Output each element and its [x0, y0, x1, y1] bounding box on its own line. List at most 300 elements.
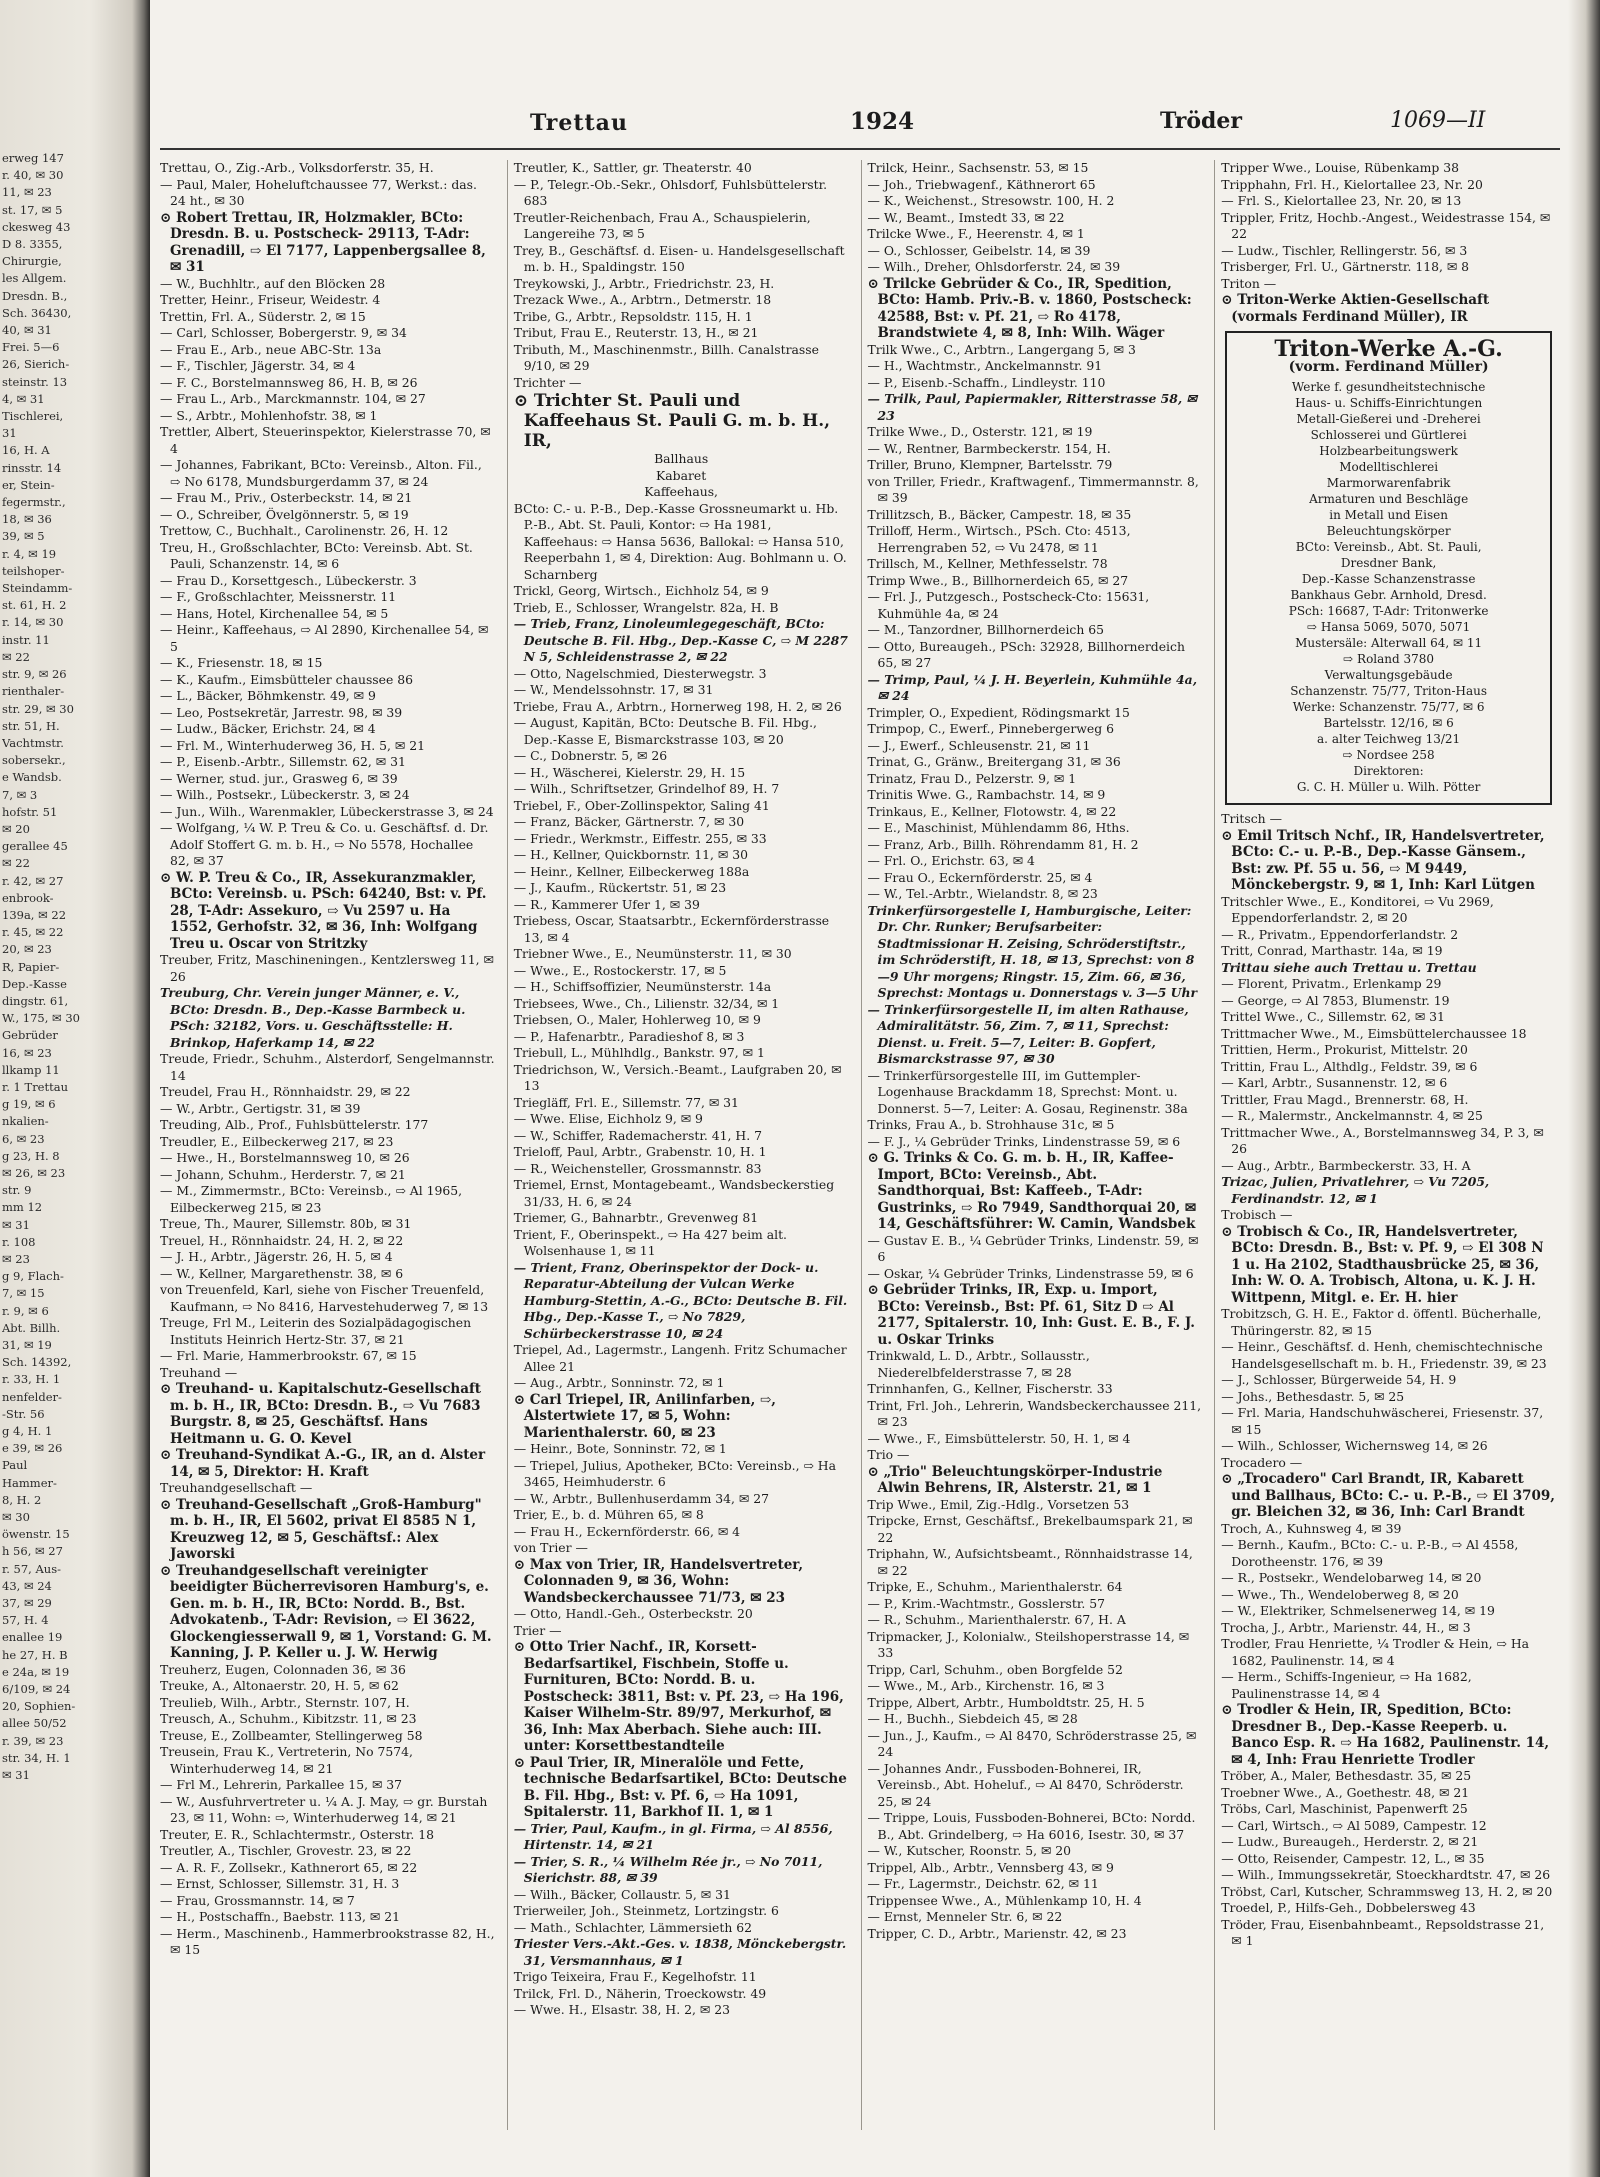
directory-entry: — Gustav E. B., ¼ Gebrüder Trinks, Lindenstr. 59, ✉ 6	[867, 1232, 1199, 1264]
directory-entry: Trittau siehe auch Trettau u. Trettau	[1221, 959, 1477, 975]
spine-line: e 39, ✉ 26	[2, 1441, 63, 1456]
triton-werke-advertisement	[1225, 331, 1552, 805]
spine-line: nenfelder-	[2, 1389, 62, 1404]
ad-line: Schanzenstr. 75/77, Triton-Haus	[1290, 684, 1488, 698]
directory-entry: — J., Ewerf., Schleusenstr. 21, ✉ 11	[867, 737, 1091, 753]
directory-entry: — W., Mendelssohnstr. 17, ✉ 31	[513, 682, 714, 697]
ad-line: Werke f. gesundheitstechnische	[1291, 380, 1486, 394]
directory-entry: — Herm., Schiffs-Ingenieur, ⇨ Ha 1682, Paulinenstrasse 14, ✉ 4	[1221, 1669, 1472, 1701]
directory-entry: Trittmacher Wwe., M., Eimsbüttelerchaussee 18	[1221, 1025, 1527, 1041]
directory-columns	[160, 160, 1560, 2130]
left-page-text-fragments	[2, 150, 142, 1784]
directory-entry: Trodler, Frau Henriette, ¼ Trodler & Hein, ⇨ Ha 1682, Paulinenstr. 14, ✉ 4	[1221, 1636, 1530, 1668]
directory-entry: von Triller, Friedr., Kraftwagenf., Timmermannstr. 8, ✉ 39	[867, 473, 1199, 505]
directory-entry: — Johann, Schuhm., Herderstr. 7, ✉ 21	[160, 1166, 406, 1182]
directory-entry: — Fr., Lagermstr., Deichstr. 62, ✉ 11	[867, 1876, 1099, 1891]
directory-entry: — Wilh., Schlosser, Wichernsweg 14, ✉ 26	[1221, 1438, 1488, 1453]
company-entry: ⊙ „Trio" Beleuchtungskörper-Industrie Alwin Behrens, IR, Alsterstr. 21, ✉ 1	[867, 1463, 1163, 1496]
directory-entry: Troch, A., Kuhnsweg 4, ✉ 39	[1221, 1520, 1402, 1536]
directory-entry: Treutler, A., Tischler, Grovestr. 23, ✉ 22	[160, 1843, 412, 1858]
directory-entry: — R., Schuhm., Marienthalerstr. 67, H. A	[867, 1612, 1126, 1627]
spine-line: Vachtmstr.	[2, 735, 64, 750]
ad-line: Armaturen und Beschläge	[1309, 492, 1469, 506]
spine-line: str. 51, H.	[2, 718, 60, 733]
spine-line: Paul	[2, 1458, 28, 1473]
directory-entry: — Trier, Paul, Kaufm., in gl. Firma, ⇨ Al 8556, Hirtenstr. 14, ✉ 21	[513, 1820, 833, 1852]
directory-entry: — R., Malermstr., Anckelmannstr. 4, ✉ 25	[1221, 1108, 1483, 1123]
spine-line: g 23, H. 8	[2, 1148, 60, 1163]
spine-line: gerallee 45	[2, 839, 68, 854]
directory-entry: Triebull, L., Mühlhdlg., Bankstr. 97, ✉ 1	[513, 1045, 765, 1060]
directory-entry: — Johs., Bethesdastr. 5, ✉ 25	[1221, 1388, 1405, 1404]
directory-entry: Trittmacher Wwe., A., Borstelmannsweg 34, P. 3, ✉ 26	[1221, 1124, 1544, 1156]
directory-entry: Tripper Wwe., Louise, Rübenkamp 38	[1221, 160, 1459, 175]
directory-entry: — Florent, Privatm., Erlenkamp 29	[1221, 976, 1442, 991]
directory-entry: — F. C., Borstelmannsweg 86, H. B, ✉ 26	[160, 374, 418, 390]
directory-entry: Trettow, C., Buchhalt., Carolinenstr. 26, H. 12	[160, 523, 449, 538]
spine-line: e 24a, ✉ 19	[2, 1664, 70, 1679]
directory-entry: — H., Kellner, Quickbornstr. 11, ✉ 30	[513, 847, 748, 862]
spine-line: Abt. Billh.	[2, 1320, 61, 1335]
directory-entry: Troebner Wwe., A., Goethestr. 48, ✉ 21	[1221, 1784, 1470, 1800]
spine-line: 16, H. A	[2, 443, 50, 458]
directory-entry: Treudler, E., Eilbeckerweg 217, ✉ 23	[160, 1133, 394, 1149]
spine-line: r. 1 Trettau	[2, 1079, 68, 1094]
company-entry: ⊙ Otto Trier Nachf., IR, Korsett-Bedarfsartikel, Fischbein, Stoffe u. Furnituren, BCto: Nordd. B. u. Postscheck: 3811, Bst: v. Pf. 23, ⇨ Ha 196, Kaiser Wilhelm-Str. 89/97, Merkurhof, ✉ 36, Inh: Max Aberbach. Siehe auch: III. unter: Korsettbestandteile	[513, 1639, 844, 1754]
directory-entry: Triemer, G., Bahnarbtr., Grevenweg 81	[513, 1210, 759, 1225]
directory-entry: — Wwe. H., Elsastr. 38, H. 2, ✉ 23	[513, 2002, 730, 2017]
ad-line: Haus- u. Schiffs-Einrichtungen	[1295, 396, 1483, 410]
directory-entry: Tritt, Conrad, Marthastr. 14a, ✉ 19	[1221, 943, 1443, 958]
directory-entry: — Frl. Maria, Handschuhwäscherei, Friesenstr. 37, ✉ 15	[1221, 1405, 1544, 1437]
directory-entry: — Carl, Wirtsch., ⇨ Al 5089, Campestr. 12	[1221, 1817, 1487, 1833]
directory-entry: — Werner, stud. jur., Grasweg 6, ✉ 39	[160, 770, 398, 786]
directory-entry: — R., Weichensteller, Grossmannstr. 83	[513, 1160, 762, 1176]
ad-line: Direktoren:	[1353, 764, 1424, 778]
directory-entry: Tröder, Frau, Eisenbahnbeamt., Repsoldstrasse 21, ✉ 1	[1221, 1916, 1545, 1948]
directory-entry: Tretter, Heinr., Friseur, Weidestr. 4	[160, 292, 381, 307]
ad-line: Verwaltungsgebäude	[1324, 668, 1453, 682]
directory-entry: — C., Dobnerstr. 5, ✉ 26	[513, 748, 668, 763]
page-number: 1069—II	[1390, 108, 1486, 133]
directory-entry: Treu, H., Großschlachter, BCto: Vereinsb. Abt. St. Pauli, Schanzenstr. 14, ✉ 6	[160, 539, 473, 571]
directory-entry: — Triepel, Julius, Apotheker, BCto: Vereinsb., ⇨ Ha 3465, Heimhuderstr. 6	[513, 1457, 836, 1489]
spine-line: hofstr. 51	[2, 804, 58, 819]
directory-entry: — Oskar, ¼ Gebrüder Trinks, Lindenstrasse 59, ✉ 6	[867, 1265, 1194, 1281]
directory-entry: von Treuenfeld, Karl, siehe von Fischer Treuenfeld, Kaufmann, ⇨ No 8416, Harvestehuderweg 7, ✉ 13	[160, 1282, 489, 1314]
spine-line: he 27, H. B	[2, 1647, 68, 1662]
spine-line: g 9, Flach-	[2, 1269, 64, 1284]
spine-line: 26, Sierich-	[2, 357, 70, 372]
directory-entry: Treuding, Alb., Prof., Fuhlsbüttelerstr. 177	[160, 1117, 429, 1132]
directory-entry: Trobisch —	[1221, 1207, 1293, 1222]
directory-entry: Trier —	[513, 1622, 562, 1638]
directory-entry: Tröbs, Carl, Maschinist, Papenwerft 25	[1221, 1801, 1468, 1816]
directory-entry: Tritschler Wwe., E., Konditorei, ⇨ Vu 2969, Eppendorferlandstr. 2, ✉ 20	[1221, 893, 1494, 925]
spine-line: Tischlerei,	[2, 409, 64, 424]
page-edge-shadow	[1568, 0, 1600, 2177]
directory-entry: — Wolfgang, ¼ W. P. Treu & Co. u. Geschäftsf. d. Dr. Adolf Stoffert G. m. b. H., ⇨ No 5578, Hochallee 82, ✉ 37	[160, 820, 489, 868]
directory-entry: Triepel, Ad., Lagermstr., Langenh. Fritz Schumacher Allee 21	[513, 1342, 847, 1374]
ad-line: ⇨ Nordsee 258	[1342, 748, 1435, 762]
directory-entry: Trippel, Alb., Arbtr., Vennsberg 43, ✉ 9	[867, 1859, 1114, 1875]
directory-entry: — A. R. F., Zollsekr., Kathnerort 65, ✉ 22	[160, 1859, 418, 1875]
directory-entry: — Frl. O., Erichstr. 63, ✉ 4	[867, 853, 1035, 868]
directory-entry: — Math., Schlachter, Lämmersieth 62	[513, 1919, 753, 1935]
directory-entry: — W., Rentner, Barmbeckerstr. 154, H.	[867, 440, 1111, 456]
directory-entry: Trieb, E., Schlosser, Wrangelstr. 82a, H. B	[513, 599, 779, 615]
directory-entry: — J. H., Arbtr., Jägerstr. 26, H. 5, ✉ 4	[160, 1249, 393, 1264]
spine-line: r. 9, ✉ 6	[2, 1303, 49, 1318]
spine-line: st. 61, H. 2	[2, 598, 67, 613]
directory-entry: Triester Vers.-Akt.-Ges. v. 1838, Mönckebergstr. 31, Versmannhaus, ✉ 1	[513, 1936, 847, 1968]
company-entry: ⊙ Gebrüder Trinks, IR, Exp. u. Import, BCto: Vereinsb., Bst: Pf. 61, Sitz D ⇨ Al 2177, Spitalerstr. 10, Inh: Gust. E. B., F. J. u. Oskar Trinks	[867, 1282, 1195, 1348]
spine-line: -Str. 56	[2, 1406, 45, 1421]
company-entry: ⊙ Trodler & Hein, IR, Spedition, BCto: Dresdner B., Dep.-Kasse Reeperb. u. Banco Esp. R. ⇨ Ha 1682, Paulinenstr. 14, ✉ 4, Inh: Frau Henriette Trodler	[1221, 1702, 1550, 1768]
spine-line: 20, Sophien-	[2, 1699, 76, 1714]
directory-entry: Trilck, Heinr., Sachsenstr. 53, ✉ 15	[867, 160, 1089, 175]
spine-line: Frei. 5—6	[2, 340, 60, 355]
directory-entry: — Frl. M., Winterhuderweg 36, H. 5, ✉ 21	[160, 737, 426, 753]
spine-line: sobersekr.,	[2, 753, 66, 768]
directory-entry: — Wwe., Th., Wendeloberweg 8, ✉ 20	[1221, 1586, 1459, 1602]
directory-entry: — Heinr., Kellner, Eilbeckerweg 188a	[513, 863, 750, 879]
directory-entry: — Frau, Grossmannstr. 14, ✉ 7	[160, 1892, 355, 1908]
spine-line: 139a, ✉ 22	[2, 907, 67, 922]
spine-line: 20, ✉ 23	[2, 942, 52, 957]
company-entry: ⊙ Emil Tritsch Nchf., IR, Handelsvertreter, BCto: C.- u. P.-B., Dep.-Kasse Gänsem., Bst: zw. Pf. 55 u. 56, ⇨ M 9449, Mönckebergstr. 9, ✉ 1, Inh: Karl Lütgen	[1221, 827, 1545, 893]
spine-line: str. 34, H. 1	[2, 1750, 71, 1765]
ad-line: a. alter Teichweg 13/21	[1317, 732, 1461, 746]
company-entry: ⊙ W. P. Treu & Co., IR, Assekuranzmakler, BCto: Vereinsb. u. PSch: 64240, Bst: v. Pf. 28, T-Adr: Assekuro, ⇨ Vu 2597 u. Ha 1552, Gerhofstr. 32, ✉ 36, Inh: Wolfgang Treu u. Oscar von Stritzky	[160, 869, 487, 952]
ad-line: ⇨ Roland 3780	[1343, 652, 1435, 666]
directory-entry: — Wilh., Dreher, Ohlsdorferstr. 24, ✉ 39	[867, 259, 1121, 274]
directory-entry: — Otto, Handl.-Geh., Osterbeckstr. 20	[513, 1606, 753, 1621]
directory-entry: Treuge, Frl M., Leiterin des Sozialpädagogischen Instituts Heinrich Hertz-Str. 37, ✉ 21	[160, 1315, 472, 1347]
directory-entry: Triller, Bruno, Klempner, Bartelsstr. 79	[867, 457, 1113, 472]
directory-entry: — Heinr., Geschäftsf. d. Henh, chemischtechnische Handelsgesellschaft m. b. H., Friedenstr. 39, ✉ 23	[1221, 1339, 1547, 1371]
directory-entry: — Johannes, Fabrikant, BCto: Vereinsb., Alton. Fil., ⇨ No 6178, Mundsburgerdamm 37, ✉ 24	[160, 457, 482, 489]
directory-entry: Trinks, Frau A., b. Strohhause 31c, ✉ 5	[867, 1117, 1115, 1132]
spine-line: enbrook-	[2, 890, 54, 905]
company-entry: ⊙ Triton-Werke Aktien-Gesellschaft (vormals Ferdinand Müller), IR	[1221, 292, 1490, 325]
directory-entry: — Jun., Wilh., Warenmakler, Lübeckerstrasse 3, ✉ 24	[160, 803, 494, 819]
directory-entry: — F., Großschlachter, Meissnerstr. 11	[160, 589, 397, 604]
spine-line: ckesweg 43	[2, 219, 71, 234]
spine-line: er, Stein-	[2, 477, 55, 492]
directory-entry: — W., Arbtr., Bullenhuserdamm 34, ✉ 27	[513, 1490, 770, 1506]
directory-entry: — Trinkerfürsorgestelle III, im Guttempler-Logenhause Brackdamm 18, Sprechst: Mont. u. Donnerst. 5—7, Leiter: A. Gosau, Reginenstr. 38a	[867, 1067, 1188, 1116]
directory-entry: Trierweiler, Joh., Steinmetz, Lortzingstr. 6	[513, 1903, 779, 1918]
company-entry: ⊙ Robert Trettau, IR, Holzmakler, BCto: Dresdn. B. u. Postscheck- 29113, T-Adr: Grenadill, ⇨ El 7177, Lappenbergsallee 8, ✉ 31	[160, 209, 486, 275]
column-2	[507, 160, 853, 2130]
directory-entry: Treuter, E. R., Schlachtermstr., Osterstr. 18	[160, 1826, 434, 1842]
spine-line: 7, ✉ 15	[2, 1286, 45, 1301]
directory-entry: Troedel, P., Hilfs-Geh., Dobbelersweg 43	[1221, 1900, 1476, 1915]
spine-line: g 19, ✉ 6	[2, 1097, 56, 1112]
spine-line: steinstr. 13	[2, 374, 68, 389]
directory-entry: — Frl. S., Kielortallee 23, Nr. 20, ✉ 13	[1221, 193, 1462, 208]
directory-entry: Trilcke Wwe., F., Heerenstr. 4, ✉ 1	[867, 226, 1085, 241]
spine-line: 6/109, ✉ 24	[2, 1682, 71, 1697]
spine-line: r. 4, ✉ 19	[2, 546, 57, 561]
spine-line: 6, ✉ 23	[2, 1131, 45, 1146]
directory-entry: — Friedr., Werkmstr., Eiffestr. 255, ✉ 33	[513, 830, 767, 846]
directory-entry: — Heinr., Bote, Sonninstr. 72, ✉ 1	[513, 1441, 727, 1456]
directory-entry: Tributh, M., Maschinenmstr., Billh. Canalstrasse 9/10, ✉ 29	[513, 341, 819, 373]
directory-entry: — Frau L., Arb., Marckmannstr. 104, ✉ 27	[160, 391, 426, 406]
directory-entry: Triebsees, Wwe., Ch., Lilienstr. 32/34, ✉ 1	[513, 995, 780, 1011]
directory-entry: Trinkerfürsorgestelle I, Hamburgische, Leiter: Dr. Chr. Runker; Berufsarbeiter: Stadtmissionar H. Zeising, Schröderstiftstr., im Schröderstift, H. 18, ✉ 13, Sprechst: von 8—9 Uhr morgens; Ringstr. 15, Zim. 66, ✉ 36, Sprechst: Montags u. Donnerstags v. 3—5 Uhr	[867, 902, 1197, 1000]
directory-entry: — Ludw., Bureaugeh., Herderstr. 2, ✉ 21	[1221, 1834, 1479, 1849]
column-1	[160, 160, 499, 2130]
company-entry: ⊙ Treuhand-Syndikat A.-G., IR, an d. Alster 14, ✉ 5, Direktor: H. Kraft	[160, 1447, 486, 1480]
directory-entry: — Aug., Arbtr., Sonninstr. 72, ✉ 1	[513, 1375, 725, 1390]
directory-entry: Treudel, Frau H., Rönnhaidstr. 29, ✉ 22	[160, 1084, 411, 1099]
spine-line: r. 42, ✉ 27	[2, 873, 64, 888]
directory-entry: Trichter —	[513, 374, 582, 390]
directory-entry: — J., Kaufm., Rückertstr. 51, ✉ 23	[513, 880, 727, 895]
directory-entry: — Wilh., Bäcker, Collaustr. 5, ✉ 31	[513, 1886, 731, 1902]
directory-entry: — Trimp, Paul, ¼ J. H. Beyerlein, Kuhmühle 4a, ✉ 24	[867, 671, 1198, 703]
ad-line: Holzbearbeitungswerk	[1319, 444, 1458, 458]
directory-entry: Treusein, Frau K., Vertreterin, No 7574, Winterhuderweg 14, ✉ 21	[160, 1744, 413, 1776]
directory-entry: Trinkwald, L. D., Arbtr., Sollausstr., Niederelbfelderstrasse 7, ✉ 28	[867, 1348, 1090, 1380]
directory-entry: — M., Zimmermstr., BCto: Vereinsb., ⇨ Al 1965, Eilbeckerweg 215, ✉ 23	[160, 1183, 463, 1215]
header-left-word: Trettau	[530, 110, 628, 136]
ad-line: Werke: Schanzenstr. 75/77, ✉ 6	[1292, 700, 1485, 714]
spine-line: teilshoper-	[2, 563, 65, 578]
directory-entry: Trittler, Frau Magd., Brennerstr. 68, H.	[1221, 1091, 1469, 1107]
directory-entry: — Franz, Bäcker, Gärtnerstr. 7, ✉ 30	[513, 814, 745, 829]
directory-entry: Triebel, F., Ober-Zollinspektor, Saling 41	[513, 797, 770, 813]
directory-entry: — Frl. J., Putzgesch., Postscheck-Cto: 15631, Kuhmühle 4a, ✉ 24	[867, 589, 1150, 621]
directory-entry: Triebess, Oscar, Staatsarbtr., Eckernförderstrasse 13, ✉ 4	[513, 913, 830, 945]
spine-line: r. 108	[2, 1234, 36, 1249]
directory-entry: — M., Tanzordner, Billhornerdeich 65	[867, 622, 1105, 637]
directory-entry: — Wwe., E., Rostockerstr. 17, ✉ 5	[513, 962, 727, 978]
directory-entry: — Wilh., Immungssekretär, Stoeckhardtstr. 47, ✉ 26	[1221, 1867, 1551, 1882]
spine-line: 7, ✉ 3	[2, 787, 38, 802]
company-entry: ⊙ G. Trinks & Co. G. m. b. H., IR, Kaffee-Import, BCto: Vereinsb., Abt. Sandthorquai, Bst: Kaffeeb., T-Adr: Gustrinks, ⇨ Ro 7949, Sandthorquai 20, ✉ 14, Geschäftsführer: W. Camin, Wandsbek	[867, 1150, 1197, 1232]
directory-entry: Trittin, Frau L., Althdlg., Feldstr. 39, ✉ 6	[1221, 1058, 1478, 1074]
spine-line: Sch. 36430,	[2, 305, 72, 320]
page-header	[160, 98, 1560, 150]
spine-line: 11, ✉ 23	[2, 185, 52, 200]
ad-line: Schlosserei und Gürtlerei	[1310, 428, 1467, 442]
spine-line: enallee 19	[2, 1630, 63, 1645]
directory-entry: — Bernh., Kaufm., BCto: C.- u. P.-B., ⇨ Al 4558, Dorotheenstr. 176, ✉ 39	[1221, 1537, 1519, 1569]
directory-entry: — W., Beamt., Imstedt 33, ✉ 22	[867, 209, 1065, 225]
spine-line: erweg 147	[2, 151, 64, 165]
directory-entry: Trier, E., b. d. Mühren 65, ✉ 8	[513, 1507, 704, 1522]
directory-entry: Trettau, O., Zig.-Arb., Volksdorferstr. 35, H.	[160, 160, 434, 175]
directory-entry: — O., Schlosser, Geibelstr. 14, ✉ 39	[867, 242, 1091, 258]
spine-line: r. 40, ✉ 30	[2, 168, 64, 183]
spine-line: ✉ 26, ✉ 23	[2, 1165, 66, 1180]
directory-entry: — K., Weichenst., Stresowstr. 100, H. 2	[867, 193, 1115, 208]
spine-line: str. 29, ✉ 30	[2, 701, 74, 716]
directory-entry: Trettin, Frl. A., Süderstr. 2, ✉ 15	[160, 308, 366, 324]
column-4	[1214, 160, 1560, 2130]
directory-entry: Trippensee Wwe., A., Mühlenkamp 10, H. 4	[867, 1892, 1142, 1908]
directory-entry: — W., Kutscher, Roonstr. 5, ✉ 20	[867, 1843, 1072, 1858]
spine-line: nkalien-	[2, 1114, 49, 1129]
directory-entry: — K., Kaufm., Eimsbütteler chaussee 86	[160, 671, 414, 687]
directory-entry: — Trient, Franz, Oberinspektor der Dock- u. Reparatur-Abteilung der Vulcan Werke Hamburg-Stettin, A.-G., BCto: Deutsche B. Fil. Hbg., Dep.-Kasse T., ⇨ No 7829, Schürbeckerstrasse 10, ✉ 24	[513, 1259, 848, 1341]
directory-entry: Triton —	[1221, 275, 1277, 291]
spine-line: Hammer-	[2, 1475, 57, 1490]
directory-entry: — Ernst, Menneler Str. 6, ✉ 22	[867, 1909, 1063, 1924]
spine-line: str. 9, ✉ 26	[2, 667, 67, 682]
directory-entry: Treusch, A., Schuhm., Kibitzstr. 11, ✉ 23	[160, 1711, 417, 1726]
ad-line: in Metall und Eisen	[1329, 508, 1449, 522]
directory-entry: — R., Postsekr., Wendelobarweg 14, ✉ 20	[1221, 1570, 1482, 1585]
spine-line: r. 45, ✉ 22	[2, 925, 64, 940]
directory-entry: Triegläff, Frl. E., Sillemstr. 77, ✉ 31	[513, 1094, 739, 1110]
spine-line: 37, ✉ 29	[2, 1596, 52, 1611]
spine-line: ✉ 31	[2, 1217, 30, 1232]
header-right-word: Tröder	[1160, 108, 1243, 134]
directory-entry: — Paul, Maler, Hoheluftchaussee 77, Werkst.: das. 24 ht., ✉ 30	[160, 176, 477, 208]
directory-entry: — Trippe, Louis, Fussboden-Bohnerei, BCto: Nordd. B., Abt. Grindelberg, ⇨ Ha 6016, Isestr. 30, ✉ 37	[867, 1810, 1196, 1842]
directory-entry: — Frau H., Eckernförderstr. 66, ✉ 4	[513, 1523, 741, 1539]
directory-entry: Trinat, G., Gränw., Breitergang 31, ✉ 36	[867, 754, 1121, 769]
directory-entry: Trippe, Albert, Arbtr., Humboldtstr. 25, H. 5	[867, 1694, 1145, 1710]
directory-entry: Tripp, Carl, Schuhm., oben Borgfelde 52	[867, 1661, 1123, 1677]
spine-line: R, Papier-	[2, 959, 60, 974]
spine-line: 16, ✉ 23	[2, 1045, 52, 1060]
directory-entry: — Frau E., Arb., neue ABC-Str. 13a	[160, 341, 382, 357]
directory-entry: — Karl, Arbtr., Susannenstr. 12, ✉ 6	[1221, 1075, 1448, 1090]
directory-entry: — H., Schiffsoffizier, Neumünsterstr. 14a	[513, 979, 772, 994]
spine-line: 39, ✉ 5	[2, 529, 45, 544]
directory-entry: Tribe, G., Arbtr., Repsoldstr. 115, H. 1	[513, 308, 753, 324]
directory-entry: Triebe, Frau A., Arbtrn., Hornerweg 198, H. 2, ✉ 26	[513, 698, 842, 714]
directory-entry: Trocha, J., Arbtr., Marienstr. 44, H., ✉ 3	[1221, 1619, 1471, 1635]
ad-line: Modelltischlerei	[1339, 460, 1439, 474]
directory-entry: Trimp Wwe., B., Billhornerdeich 65, ✉ 27	[867, 572, 1129, 588]
spine-line: r. 33, H. 1	[2, 1372, 61, 1387]
company-entry: ⊙ Treuhand-Gesellschaft „Groß-Hamburg" m. b. H., IR, El 5602, privat El 8585 N 1, Kreuzweg 12, ✉ 5, Geschäftsf.: Alex Jaworski	[160, 1496, 482, 1562]
directory-entry: — W., Schiffer, Rademacherstr. 41, H. 7	[513, 1127, 762, 1143]
directory-entry: — R., Privatm., Eppendorferlandstr. 2	[1221, 926, 1459, 942]
directory-entry: — Franz, Arb., Billh. Röhrendamm 81, H. 2	[867, 836, 1139, 852]
directory-entry: Treuburg, Chr. Verein junger Männer, e. V., BCto: Dresdn. B., Dep.-Kasse Barmbeck u. PSch: 32182, Vors. u. Geschäftsstelle: H. Brinkop, Haferkamp 14, ✉ 22	[160, 985, 466, 1050]
ad-line: Mustersäle: Alterwall 64, ✉ 11	[1295, 636, 1483, 650]
ad-line: Dep.-Kasse Schanzenstrasse	[1301, 572, 1476, 586]
directory-entry: — George, ⇨ Al 7853, Blumenstr. 19	[1221, 992, 1450, 1008]
directory-entry: Trippler, Fritz, Hochb.-Angest., Weidestrasse 154, ✉ 22	[1221, 209, 1551, 241]
directory-entry: — R., Kammerer Ufer 1, ✉ 39	[513, 896, 700, 912]
spine-line: Chirurgie,	[2, 254, 62, 269]
company-entry: ⊙ „Trocadero" Carl Brandt, IR, Kabarett und Ballhaus, BCto: C.- u. P.-B., ⇨ El 3709, gr. Bleichen 32, ✉ 36, Inh: Carl Brandt	[1221, 1471, 1555, 1520]
column-3	[861, 160, 1207, 2130]
spine-line: instr. 11	[2, 632, 50, 647]
spine-line: D 8. 3355,	[2, 237, 63, 252]
directory-entry: — P., Telegr.-Ob.-Sekr., Ohlsdorf, Fuhlsbüttelerstr. 683	[513, 176, 828, 208]
directory-entry: Trint, Frl. Joh., Lehrerin, Wandsbeckerchaussee 211, ✉ 23	[867, 1397, 1202, 1429]
directory-entry: — E., Maschinist, Mühlendamm 86, Hths.	[867, 820, 1130, 835]
company-entry: ⊙ Carl Triepel, IR, Anilinfarben, ⇨, Alstertwiete 17, ✉ 5, Wohn: Marienthalerstr. 60, ✉ 23	[513, 1391, 776, 1441]
directory-entry: — F. J., ¼ Gebrüder Trinks, Lindenstrasse 59, ✉ 6	[867, 1133, 1181, 1149]
directory-entry: — H., Postschaffn., Baebstr. 113, ✉ 21	[160, 1909, 400, 1924]
directory-entry: Trinnhanfen, G., Kellner, Fischerstr. 33	[867, 1381, 1113, 1396]
directory-entry: — Frl. Marie, Hammerbrookstr. 67, ✉ 15	[160, 1348, 417, 1363]
spine-line: 57, H. 4	[2, 1613, 49, 1628]
company-entry: ⊙ Treuhand- u. Kapitalschutz-Gesellschaft m. b. H., IR, BCto: Dresdn. B., ⇨ Vu 7683 Burgstr. 8, ✉ 25, Geschäftsf. Hans Heitmann u. G. O. Kevel	[160, 1381, 482, 1447]
directory-entry: — W., Arbtr., Gertigstr. 31, ✉ 39	[160, 1100, 361, 1116]
directory-entry: — Wwe. Elise, Eichholz 9, ✉ 9	[513, 1111, 703, 1126]
directory-entry: — Herm., Maschinenb., Hammerbrookstrasse 82, H., ✉ 15	[160, 1925, 495, 1957]
directory-entry: Triebner Wwe., E., Neumünsterstr. 11, ✉ 30	[513, 946, 792, 961]
directory-entry: — F., Tischler, Jägerstr. 34, ✉ 4	[160, 358, 356, 373]
directory-entry: — Johannes Andr., Fussboden-Bohnerei, IR, Vereinsb., Abt. Hoheluf., ⇨ Al 8470, Schröderstr. 25, ✉ 24	[867, 1760, 1184, 1809]
ad-line: ⇨ Hansa 5069, 5070, 5071	[1307, 620, 1471, 634]
spine-line: öwenstr. 15	[2, 1527, 70, 1542]
directory-entry: — Trinkerfürsorgestelle II, im alten Rathause, Admiralitätstr. 56, Zim. 7, ✉ 11, Sprechst: Dienst. u. Freit. 5—7, Leiter: B. Gopfert, Bismarckstrasse 97, ✉ 30	[867, 1001, 1189, 1066]
directory-entry: Tripke, E., Schuhm., Marienthalerstr. 64	[867, 1579, 1123, 1594]
spine-line: 31, ✉ 19	[2, 1338, 52, 1353]
directory-entry: — W., Ausfuhrvertreter u. ¼ A. J. May, ⇨ gr. Burstah 23, ✉ 11, Wohn: ⇨, Winterhuderweg 14, ✉ 21	[160, 1793, 488, 1825]
directory-entry: — Wwe., F., Eimsbüttelerstr. 50, H. 1, ✉ 4	[867, 1430, 1131, 1446]
company-entry: ⊙ Treuhandgesellschaft vereinigter beeidigter Bücherrevisoren Hamburg's, e. Gen. m. b. H., IR, BCto: Nordd. B., Bst. Advokatenb., T-Adr: Revision, ⇨ El 3622, Glockengiesserwall 9, ✉ 1, Vorstand: G. M. Kanning, J. P. Keller u. J. W. Herwig	[160, 1562, 492, 1661]
directory-entry: — Hans, Hotel, Kirchenallee 54, ✉ 5	[160, 605, 389, 621]
spine-line: rienthaler-	[2, 684, 65, 699]
directory-entry: — H., Buchh., Siebdeich 45, ✉ 28	[867, 1711, 1078, 1726]
spine-line: 4, ✉ 31	[2, 391, 45, 406]
directory-entry: Trittien, Herm., Prokurist, Mittelstr. 20	[1221, 1042, 1468, 1057]
ad-subtitle: (vorm. Ferdinand Müller)	[1288, 359, 1489, 375]
ad-line: Marmorwarenfabrik	[1326, 476, 1451, 490]
directory-entry: — Otto, Nagelschmied, Diesterwegstr. 3	[513, 665, 767, 681]
directory-entry: — Wilh., Postsekr., Lübeckerstr. 3, ✉ 24	[160, 787, 410, 802]
directory-entry: Ballhaus	[654, 451, 709, 466]
spine-line: 31	[2, 426, 17, 441]
spine-line: dingstr. 61,	[2, 993, 69, 1008]
directory-entry: Tripphahn, Frl. H., Kielortallee 23, Nr. 20	[1221, 176, 1483, 192]
spine-line: mm 12	[2, 1200, 43, 1215]
directory-entry: — P., Eisenb.-Arbtr., Sillemstr. 62, ✉ 31	[160, 754, 406, 769]
directory-entry: — Aug., Arbtr., Barmbeckerstr. 33, H. A	[1221, 1157, 1471, 1173]
spine-line: 40, ✉ 31	[2, 323, 52, 338]
directory-entry: — O., Schreiber, Övelgönnerstr. 5, ✉ 19	[160, 506, 409, 522]
directory-entry: Triphahn, W., Aufsichtsbeamt., Rönnhaidstrasse 14, ✉ 22	[867, 1546, 1193, 1578]
directory-entry: Tribut, Frau E., Reuterstr. 13, H., ✉ 21	[513, 325, 759, 340]
directory-entry: Triemel, Ernst, Montagebeamt., Wandsbeckerstieg 31/33, H. 6, ✉ 24	[513, 1177, 835, 1209]
directory-entry: Treuber, Fritz, Maschineningen., Kentzlersweg 11, ✉ 26	[160, 952, 494, 984]
directory-entry: Trettler, Albert, Steuerinspektor, Kielerstrasse 70, ✉ 4	[160, 424, 491, 456]
directory-entry: Treykowski, J., Arbtr., Friedrichstr. 23, H.	[513, 275, 775, 291]
directory-entry: Trizac, Julien, Privatlehrer, ⇨ Vu 7205, Ferdinandstr. 12, ✉ 1	[1221, 1174, 1490, 1206]
directory-entry: — Frau O., Eckernförderstr. 25, ✉ 4	[867, 869, 1093, 885]
directory-entry: Trobitzsch, G. H. E., Faktor d. öffentl. Bücherhalle, Thüringerstr. 82, ✉ 15	[1221, 1306, 1542, 1338]
ad-line: Beleuchtungskörper	[1326, 524, 1451, 538]
directory-entry: Triedrichson, W., Versich.-Beamt., Laufgraben 20, ✉ 13	[513, 1061, 842, 1093]
spine-line: Dresdn. B.,	[2, 288, 68, 303]
directory-entry: — Trier, S. R., ¼ Wilhelm Rée jr., ⇨ No 7011, Sierichstr. 88, ✉ 39	[513, 1853, 823, 1885]
ad-title: Triton-Werke A.-G.	[1274, 336, 1503, 362]
directory-entry: Treuse, E., Zollbeamter, Stellingerweg 58	[160, 1727, 423, 1743]
spine-line: st. 17, ✉ 5	[2, 202, 63, 217]
spine-line: rinsstr. 14	[2, 460, 62, 475]
company-entry: ⊙ Max von Trier, IR, Handelsvertreter, Colonnaden 9, ✉ 36, Wohn: Wandsbeckerchaussee 71/73, ✉ 23	[513, 1556, 804, 1606]
spine-line: fegermstr.,	[2, 495, 66, 510]
spine-line: ✉ 30	[2, 1510, 30, 1525]
directory-entry: Trieloff, Paul, Arbtr., Grabenstr. 10, H. 1	[513, 1144, 767, 1159]
directory-entry: Treulieb, Wilh., Arbtr., Sternstr. 107, H.	[160, 1694, 410, 1710]
directory-entry: Treuhand —	[160, 1364, 238, 1380]
